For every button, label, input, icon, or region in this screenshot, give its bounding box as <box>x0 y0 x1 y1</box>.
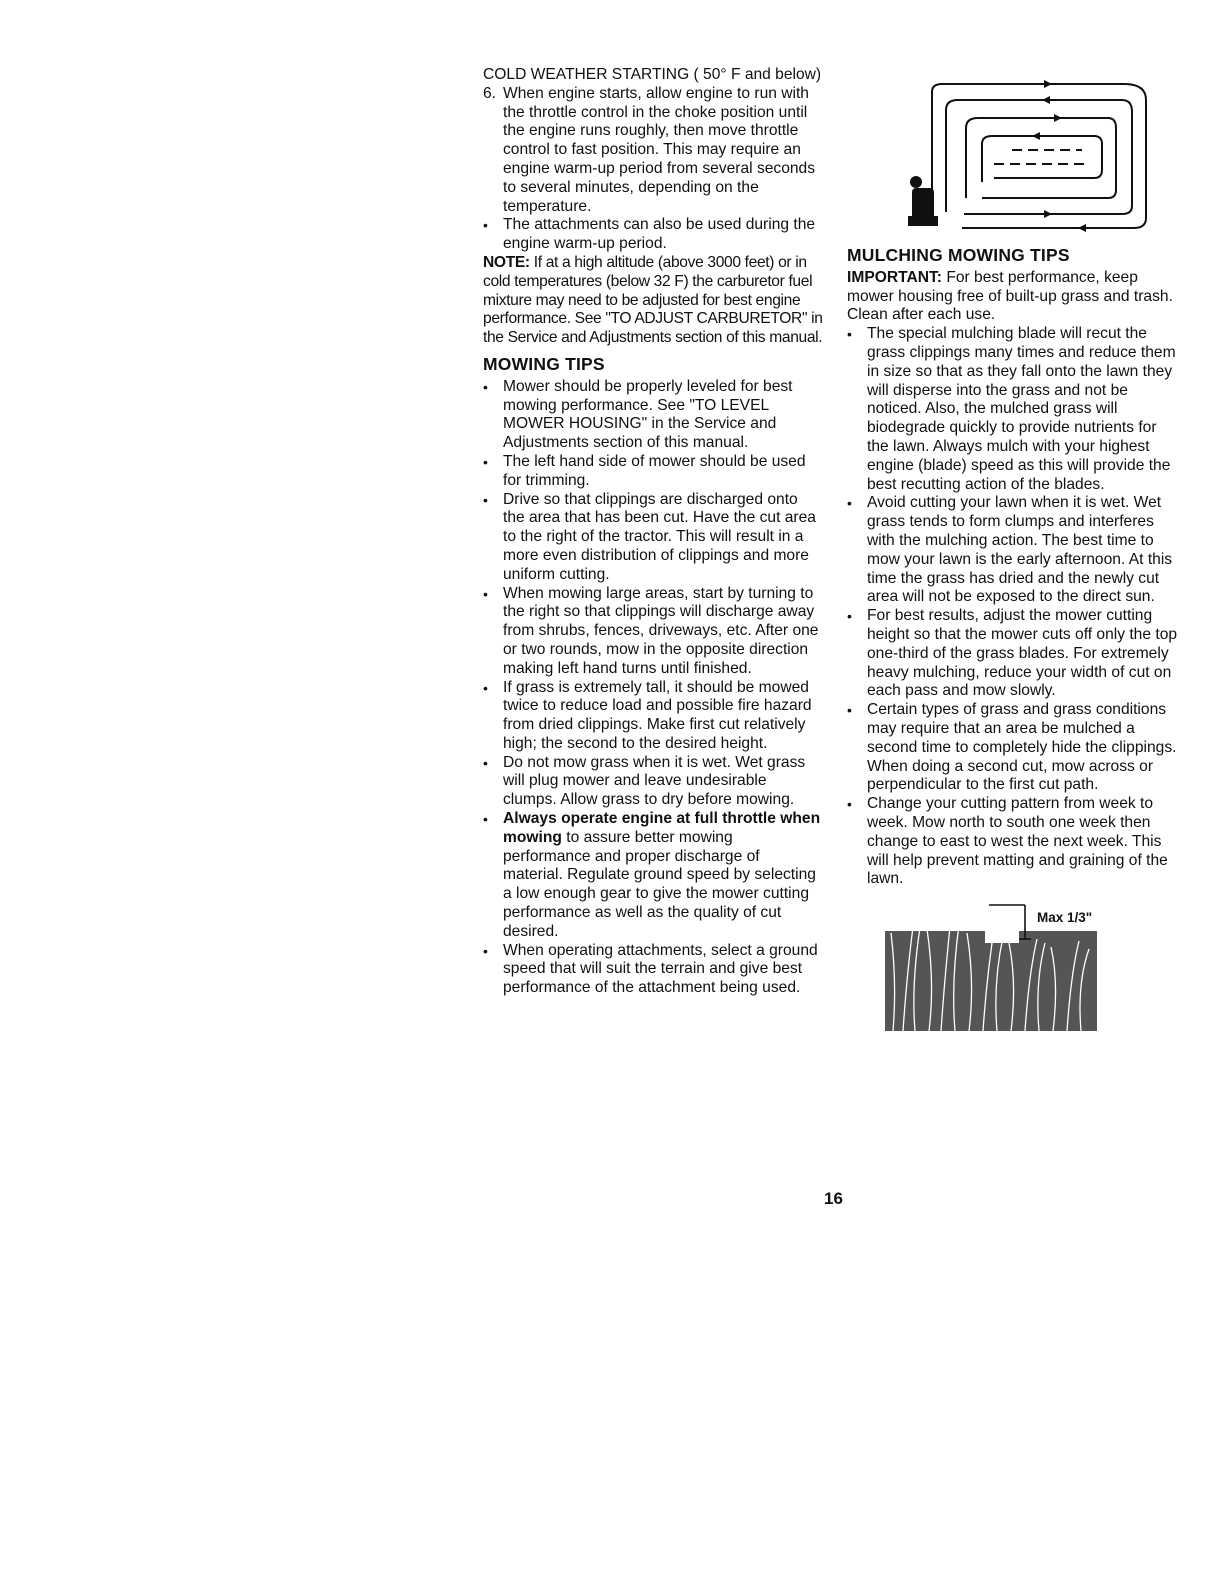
cold-weather-heading: COLD WEATHER STARTING ( 50° F and below) <box>483 66 822 83</box>
list-item: • When operating attachments, select a ground speed that will suit the terrain and give best performance of the attachment being used. <box>483 942 823 998</box>
right-column <box>847 78 1179 1033</box>
list-item: • The attachments can also be used during the engine warm-up period. <box>483 216 823 254</box>
mowing-tips-list <box>483 378 823 998</box>
note-label: NOTE: <box>483 253 530 271</box>
mulching-tips-list <box>847 325 1179 889</box>
list-item: • Change your cutting pattern from week to week. Mow north to south one week then change to east to west the next week. This will help prevent matting and graining of the lawn. <box>847 795 1179 889</box>
list-item: • Avoid cutting your lawn when it is wet. Wet grass tends to form clumps and interferes with the mulching action. The best time to mow your lawn is the early afternoon. At this time the grass has dried and the newly cut area will not be exposed to the direct sun. <box>847 494 1179 607</box>
important-text: For best performance, keep mower housing free of built-up grass and trash. Clean after each use. <box>847 268 1173 324</box>
list-item: • The left hand side of mower should be used for trimming. <box>483 453 823 491</box>
mowing-pattern-figure <box>902 78 1152 238</box>
step-6 <box>483 85 823 217</box>
note-paragraph <box>483 254 823 348</box>
step-number: 6. <box>483 84 497 102</box>
list-item: • If grass is extremely tall, it should be mowed twice to reduce load and possible fire hazard from dried clippings. Make first cut relatively high; the second to the desired height. <box>483 679 823 754</box>
mulching-tips-heading: MULCHING MOWING TIPS <box>847 245 1070 265</box>
list-item: • Drive so that clippings are discharged onto the area that has been cut. Have the cut area to the right of the tractor. This will result in a more even distribution of clippings and more uniform cutting. <box>483 491 823 585</box>
list-item: • The special mulching blade will recut the grass clippings many times and reduce them in size so that as they fall onto the lawn they will disperse into the grass and not be noticed. Also, the mulched grass will biodegrade quickly to provide nutrients for the lawn. Always mulch with your highest engine (blade) speed as this will provide the best recutting action of the blades. <box>847 325 1179 494</box>
list-item: • For best results, adjust the mower cutting height so that the mower cuts off only the top one-third of the grass blades. For extremely heavy mulching, reduce your width of cut on each pass and mow slowly. <box>847 607 1179 701</box>
throttle-emphasis: Always operate engine at full throttle when mowing <box>503 810 821 846</box>
max-height-label: Max 1/3" <box>1037 910 1093 926</box>
list-item: • Do not mow grass when it is wet. Wet grass will plug mower and leave undesirable clumps. Allow grass to dry before mowing. <box>483 754 823 810</box>
important-paragraph <box>847 269 1179 325</box>
note-text: If at a high altitude (above 3000 feet) or in cold temperatures (below 32 F) the carburetor fuel mixture may need to be adjusted for best engine performance. See "TO ADJUST CARBURETOR" in the Service and Adjustments section of this manual. <box>483 253 823 347</box>
left-column <box>483 66 823 998</box>
list-item: • Certain types of grass and grass conditions may require that an area be mulched a second time to completely hide the clippings. When doing a second cut, mow across or perpendicular to the first cut path. <box>847 701 1179 795</box>
step-6-text: When engine starts, allow engine to run with the throttle control in the choke position until the engine runs roughly, then move throttle control to fast position. This may require an engine warm-up period from several seconds to several minutes, depending on the temperature. <box>503 84 816 215</box>
throttle-rest: to assure better mowing performance and proper discharge of material. Regulate ground speed by selecting a low enough gear to give the mower cutting performance as well as the quality of cut desired. <box>503 828 816 940</box>
grass-height-figure <box>885 903 1105 1033</box>
mowing-tips-heading: MOWING TIPS <box>483 353 605 374</box>
list-item <box>483 810 823 942</box>
important-label: IMPORTANT: <box>847 268 942 286</box>
warmup-list <box>483 216 823 254</box>
list-item: • Mower should be properly leveled for best mowing performance. See "TO LEVEL MOWER HOUSING" in the Service and Adjustments section of this manual. <box>483 378 823 453</box>
list-item: • When mowing large areas, start by turning to the right so that clippings will discharge away from shrubs, fences, driveways, etc. After one or two rounds, mow in the opposite direction making left hand turns until finished. <box>483 585 823 679</box>
page-number: 16 <box>824 1189 843 1208</box>
